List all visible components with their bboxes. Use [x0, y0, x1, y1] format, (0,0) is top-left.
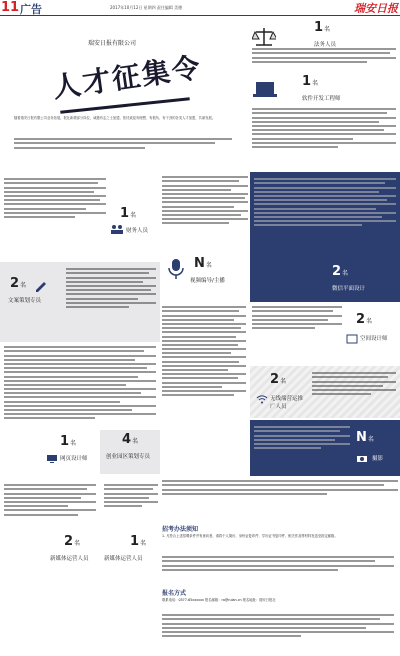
job-count: 1 名: [130, 534, 147, 549]
job-count: 4 名: [122, 432, 139, 447]
job-title: 摄影: [372, 456, 384, 462]
job-software: [248, 72, 400, 172]
job-title: 创业园区策划专员: [106, 454, 151, 460]
job-count: 2 名: [356, 312, 373, 327]
contact-title: 报名方式: [162, 590, 187, 597]
pen-icon: [34, 278, 48, 292]
job-count: 1 名: [314, 20, 331, 35]
job-web-design: [0, 430, 100, 474]
job-title: 空间设计师: [360, 336, 388, 342]
video-desc: [162, 174, 248, 226]
job-new-media-1: [0, 480, 100, 572]
laptop-icon: [252, 80, 278, 100]
job-title: 微信平面设计: [332, 286, 366, 292]
job-video: [160, 172, 250, 302]
job-count: 1 名: [302, 74, 319, 89]
footer-notes: [162, 524, 398, 584]
job-count: 2 名: [332, 264, 349, 279]
job-count: 2 名: [270, 372, 287, 387]
job-photography: [250, 420, 400, 476]
company-name: 瑞安日报有限公司: [88, 40, 137, 47]
contact-text: 联系电话：0577-65xxxxxx 报名邮箱：ra@ruian.cn 报名地址：瑞安日报社: [162, 598, 276, 602]
job-title: 财务人员: [126, 228, 149, 234]
job-count: 1 名: [120, 206, 137, 221]
finance-desc: [4, 176, 106, 220]
copy-desc: [66, 266, 156, 310]
job-title: 视频编导/主播: [190, 278, 225, 284]
wifi-icon: [256, 394, 268, 404]
mid-lower-text: [162, 478, 398, 497]
job-count: N 名: [356, 430, 374, 445]
microphone-icon: [166, 258, 186, 280]
hero-title: 人才征集令: [50, 50, 204, 105]
space-desc: [252, 304, 342, 331]
software-desc: [252, 106, 396, 150]
brand-logo: 瑞安日报: [354, 2, 398, 15]
job-finance: [0, 172, 160, 262]
job-title: 软件开发工程师: [302, 96, 341, 102]
footer-contact: [162, 588, 398, 648]
scales-icon: [252, 26, 276, 48]
job-new-media-2: [100, 480, 160, 572]
job-title: 新媒体运营人员: [104, 556, 143, 562]
job-title: 新媒体运营人员: [50, 556, 89, 562]
mid-column-text: [162, 304, 246, 398]
job-title: 网页设计师: [60, 456, 88, 462]
page-number: 11: [1, 0, 20, 15]
page-header: [0, 0, 400, 16]
job-count: N 名: [194, 256, 212, 271]
media-desc: [4, 482, 96, 518]
job-title: 无线端营运推广人员: [270, 396, 304, 410]
job-title: 法务人员: [314, 42, 337, 48]
ruler-icon: [346, 334, 358, 344]
job-mobile-ops: [250, 366, 400, 418]
job-count: 2 名: [10, 276, 27, 291]
job-park-planner: [100, 430, 160, 474]
job-wechat-design: [250, 172, 400, 302]
header-meta: 2017年10月12日 星期四 责任编辑 美德: [110, 5, 183, 10]
monitor-icon: [46, 454, 58, 464]
notes-text: 1. 凡符合上述招聘条件并有意向者，请将个人简历、身份证复印件、学历证书复印件、相关作品等材料发送至指定邮箱。: [162, 534, 338, 538]
job-copywriter: [0, 262, 160, 342]
notes-lines: [162, 554, 394, 573]
hero-text-lines: [14, 136, 232, 151]
media2-desc: [104, 482, 158, 509]
job-count: 2 名: [64, 534, 81, 549]
job-title: 文案策划专员: [8, 298, 42, 304]
people-icon: [110, 224, 124, 234]
section-title: 广告: [20, 3, 42, 16]
job-space-design: [250, 302, 400, 364]
hero-section: [0, 18, 246, 170]
camera-icon: [356, 454, 368, 463]
legal-desc: [252, 46, 396, 65]
mobile-desc: [312, 370, 396, 397]
photo-desc: [254, 424, 350, 451]
hero-intro: 随着瑞安日报有限公司业务拓展，报社新增部分岗位，诚邀有志之士加盟。热忱欢迎有理想、有抱负、有干劲的各类人才加盟，共谋发展。: [14, 116, 216, 120]
job-count: 1 名: [60, 434, 77, 449]
wechat-desc: [254, 176, 396, 228]
left-column-text: [4, 344, 156, 422]
notes-title: 招考办法须知: [162, 526, 199, 533]
contact-lines: [162, 612, 394, 639]
